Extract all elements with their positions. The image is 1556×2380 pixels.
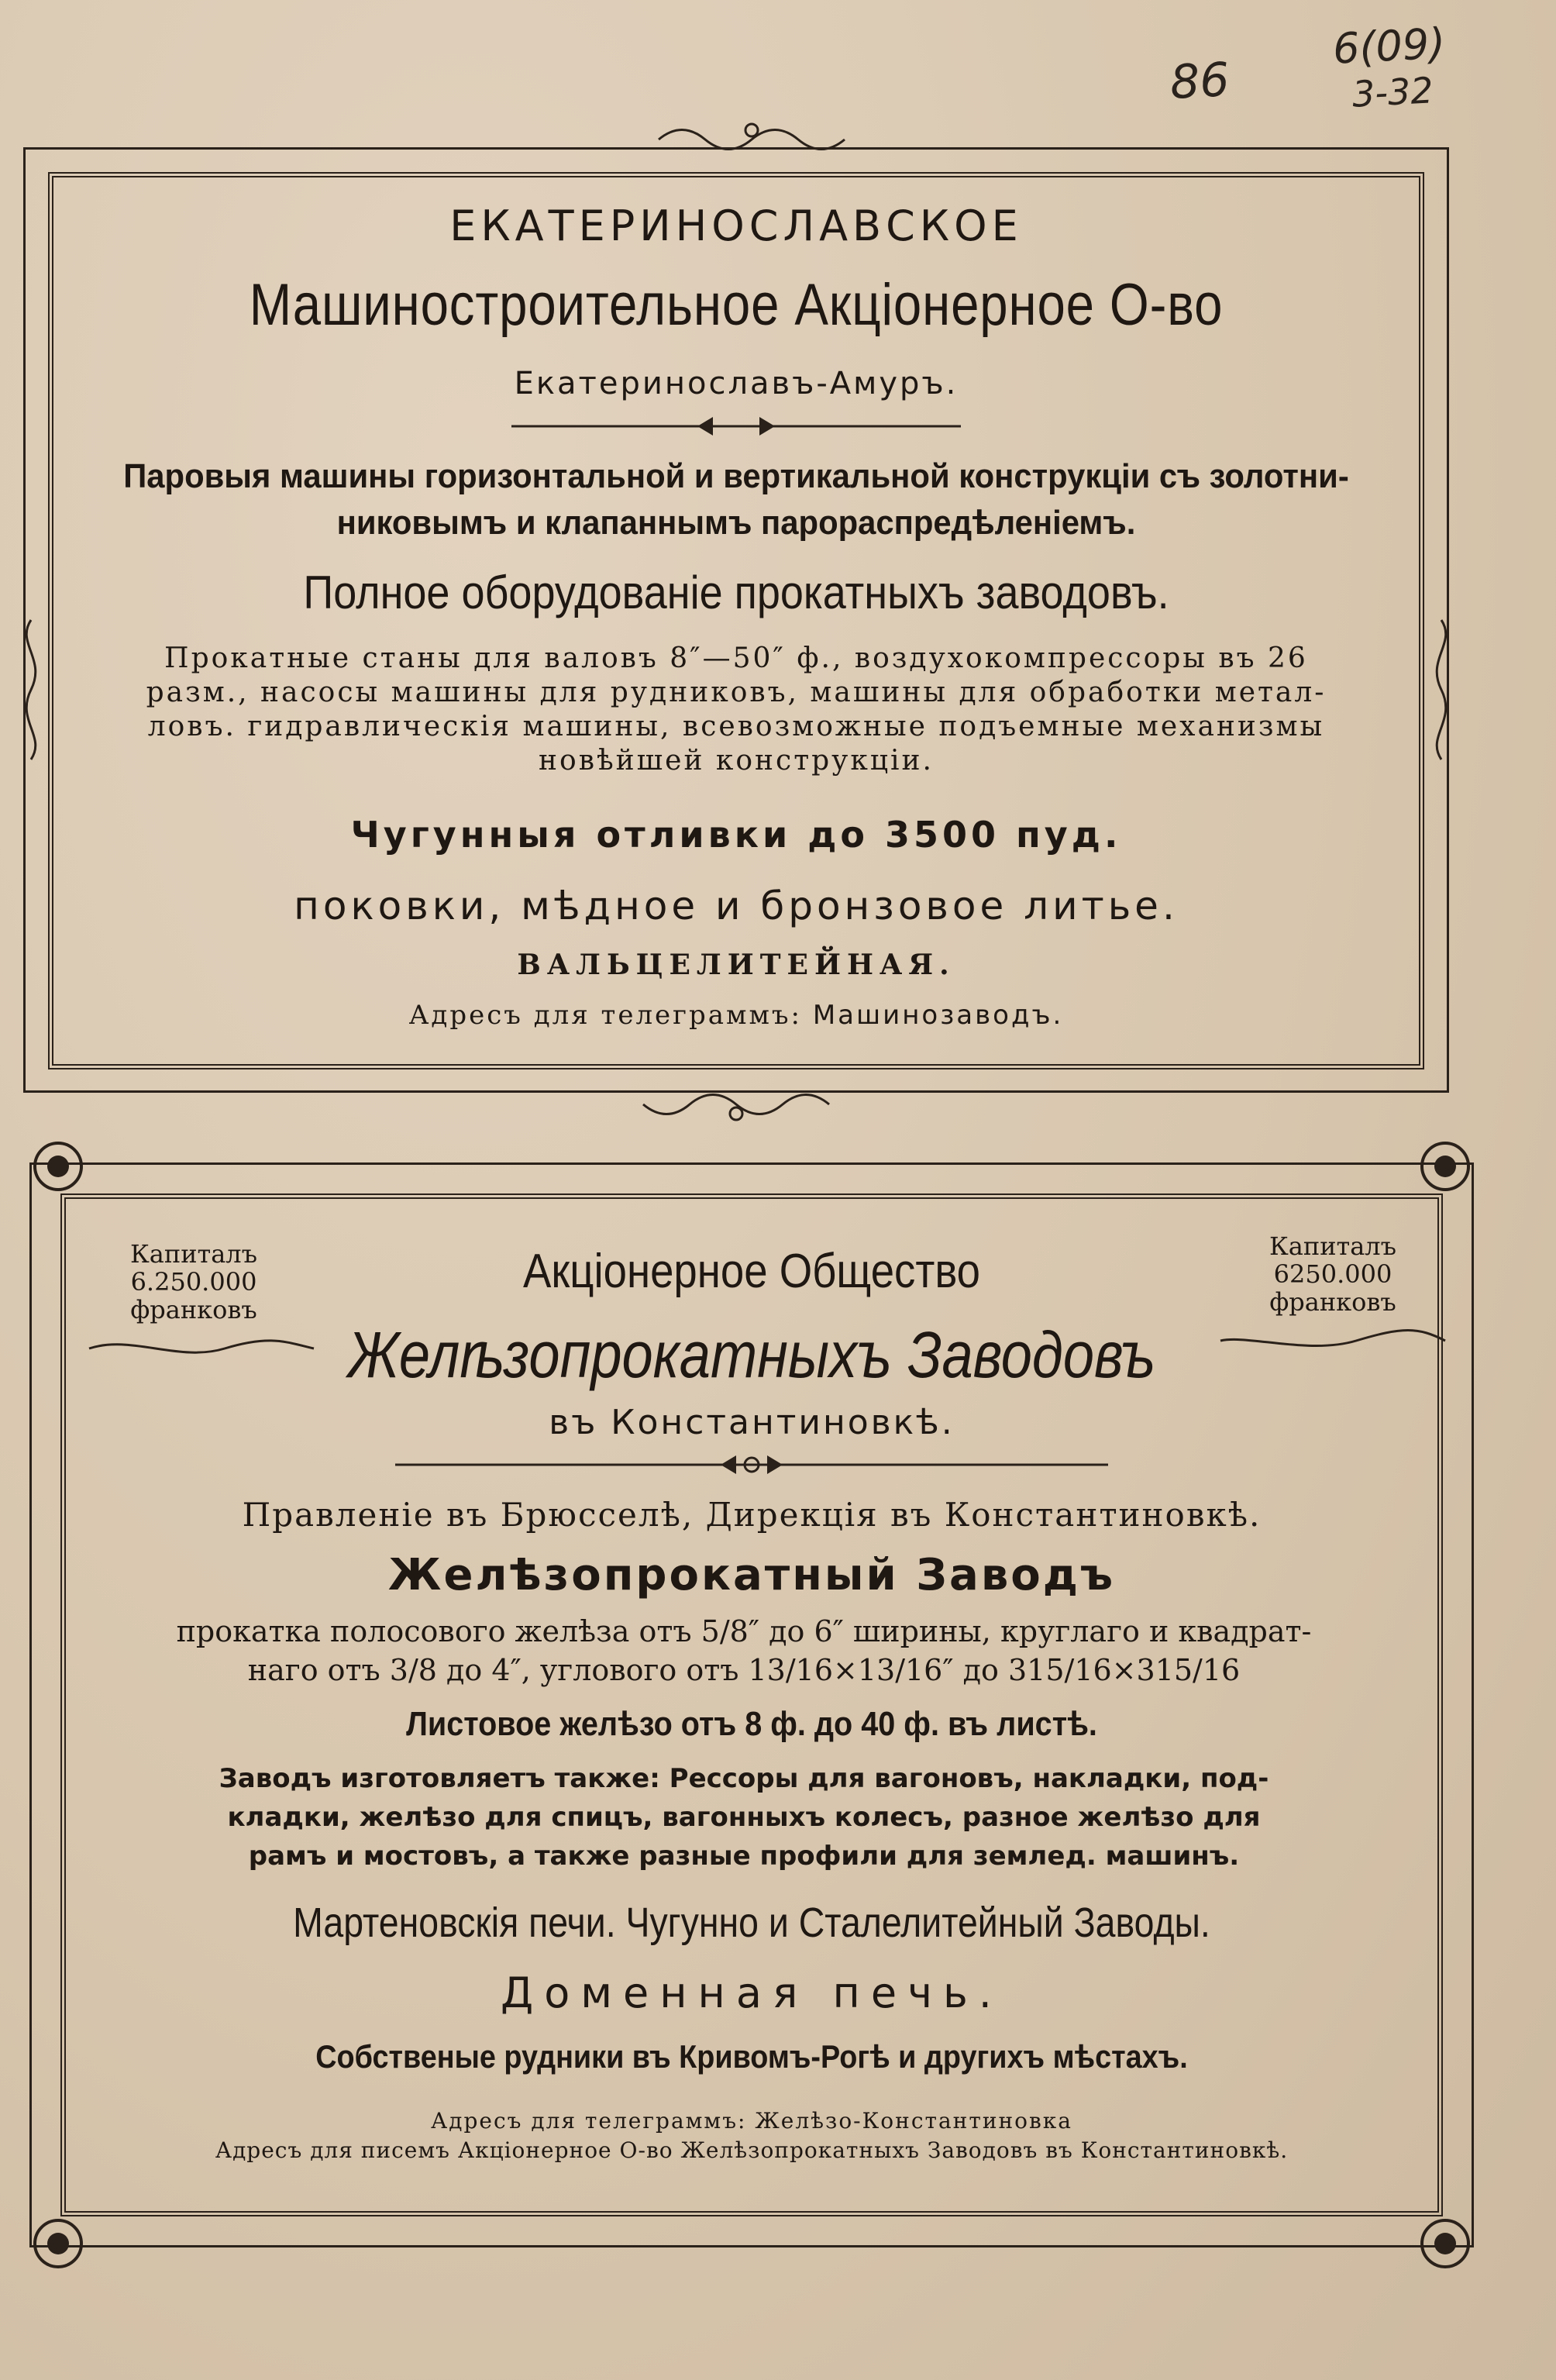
corner-ornament-icon (23, 1131, 93, 1201)
advertisement-konstantinovka (23, 1131, 1480, 2278)
bottom-flourish-icon (635, 1089, 837, 1128)
manufactures-line-2: кладки, желѣзо для спицъ, вагонныхъ колесъ, разное желѣзо для (227, 1802, 1261, 1833)
capital-right-label: Капиталъ (1269, 1231, 1396, 1261)
forgings-line: поковки, мѣдное и бронзовое литье. (294, 883, 1179, 928)
shelf-mark-top: 6(09) (1331, 19, 1447, 74)
manufactures-paragraph (116, 1759, 1372, 1875)
corner-ornament-icon (1410, 2209, 1480, 2278)
telegram-value: Машинозаводъ. (812, 1000, 1064, 1031)
capital-left-amount: 6.250.000 (130, 1267, 257, 1297)
company-name: Машиностроительное Акцiонерное О-во (249, 272, 1224, 338)
rolling-paragraph (116, 1612, 1372, 1689)
company-location: Екатеринославъ-Амуръ. (514, 366, 959, 401)
board-line: Правленiе въ Брюсселѣ, Дирекцiя въ Константиновкѣ. (242, 1496, 1262, 1534)
rolling-line-2: наго отъ 3/8 до 4″, углового отъ 13/16×13/16″ до 315/16×315/16 (247, 1653, 1241, 1687)
sheet-iron-line: Листовое желѣзо отъ 8 ф. до 40 ф. въ листѣ. (406, 1705, 1097, 1743)
foundry-line: ВАЛЬЦЕЛИТЕЙНАЯ. (517, 949, 955, 981)
blast-furnace-line: Доменная печь. (501, 1968, 1003, 2017)
top-flourish-icon (651, 116, 852, 155)
products-line-2: разм., насосы машины для рудниковъ, машины для обработки метал- (146, 677, 1327, 708)
society-name: Желѣзопрокатныхъ Заводовъ (347, 1318, 1156, 1391)
letters-address: Адресъ для писемъ Акцiонерное О-во Желѣзопрокатныхъ Заводовъ въ Константиновкѣ. (215, 2137, 1289, 2163)
telegram-label: Адресъ для телеграммъ: (408, 1000, 802, 1031)
equipment-heading: Полное оборудованiе прокатныхъ заводовъ. (303, 567, 1169, 618)
left-scroll-icon (15, 612, 46, 767)
furnaces-line: Мартеновскiя печи. Чугунно и Сталелитейный Заводы. (293, 1900, 1210, 1946)
telegram-address: Адресъ для телеграммъ: Желѣзо-Константиновка (431, 2108, 1072, 2134)
manufactures-line-3: рамъ и мостовъ, а также разные профили для землед. машинъ. (248, 1841, 1240, 1872)
capital-left-unit: франковъ (130, 1295, 257, 1324)
divider-rule-icon (395, 1449, 1108, 1480)
right-scroll-icon (1426, 612, 1457, 767)
telegram-address (15, 1000, 1457, 1031)
society-title: Акцiонерное Общество (522, 1245, 981, 1298)
plant-heading: Желѣзопрокатный Заводъ (387, 1550, 1116, 1600)
divider-rule-icon (511, 411, 961, 442)
products-line-1: Прокатные станы для валовъ 8″—50″ ф., воздухокомпрессоры въ 26 (164, 642, 1308, 674)
products-paragraph (70, 642, 1403, 778)
castings-line: Чугунныя отливки до 3500 пуд. (350, 814, 1122, 856)
handwritten-number: 86 (1169, 53, 1231, 110)
capital-right-amount: 6250.000 (1273, 1259, 1392, 1289)
capital-right-unit: франковъ (1269, 1287, 1396, 1317)
products-line-4: новѣйшей конструкцiи. (539, 745, 934, 777)
mines-line: Собственые рудники въ Кривомъ-Рогѣ и другихъ мѣстахъ. (315, 2038, 1188, 2075)
shelf-mark-bottom: 3-32 (1351, 69, 1434, 115)
society-location: въ Константиновкѣ. (549, 1403, 955, 1442)
advertisement-ekaterinoslav (15, 116, 1457, 1116)
rolling-line-1: прокатка полосового желѣза отъ 5/8″ до 6″ ширины, круглаго и квадрат- (176, 1614, 1312, 1648)
corner-ornament-icon (1410, 1131, 1480, 1201)
manufactures-line-1: Заводъ изготовляетъ также: Рессоры для вагоновъ, накладки, под- (219, 1763, 1269, 1794)
products-line-3: ловъ. гидравлическiя машины, всевозможные подъемные механизмы (147, 711, 1325, 742)
corner-ornament-icon (23, 2209, 93, 2278)
city-heading: ЕКАТЕРИНОСЛАВСКОЕ (449, 201, 1023, 250)
capital-left-label: Капиталъ (130, 1239, 257, 1269)
engines-line-2: никовымъ и клапаннымъ парораспредѣленiемъ. (336, 504, 1136, 542)
engines-line-1: Паровыя машины горизонтальной и вертикальной конструкцiи съ золотни- (123, 457, 1349, 495)
